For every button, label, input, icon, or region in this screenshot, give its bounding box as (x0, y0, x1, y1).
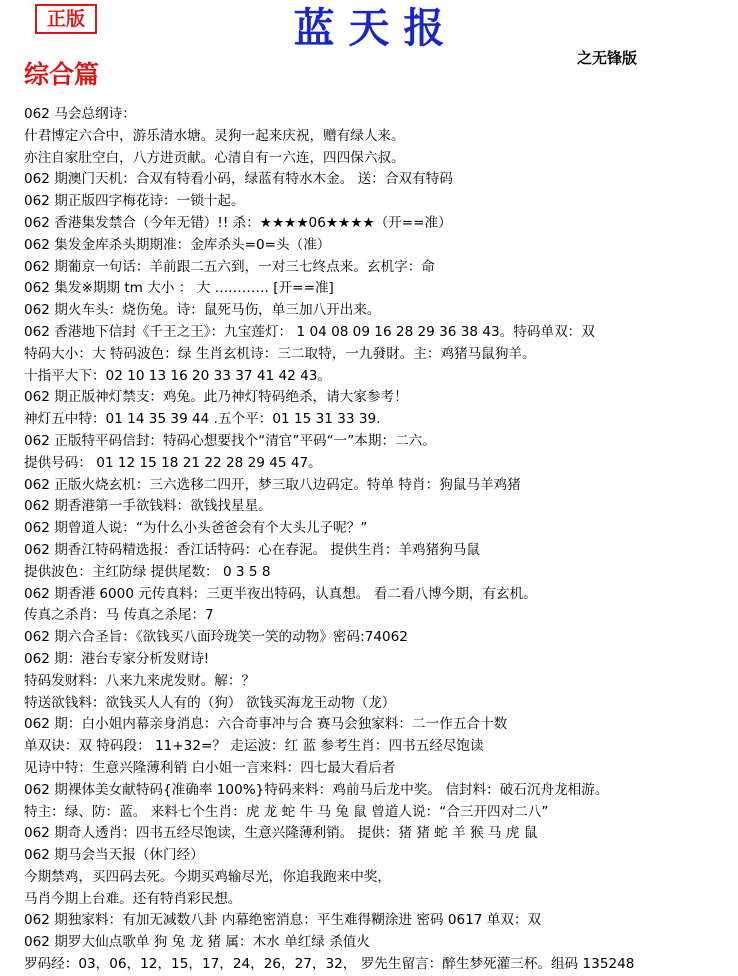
text-line: 062 期：港台专家分析发财诗! (24, 650, 210, 667)
text-line: 062 期正版神灯禁支：鸡兔。此乃神灯特码绝杀，请大家参考！ (24, 389, 408, 406)
text-line: 062 期火车头：烧伤兔。诗：鼠死马伤，单三加八开出来。 (24, 302, 381, 319)
text-line: 062 期香港 6000 元传真料：三更半夜出特码，认真想。 看二看八博今期，有玄机。 (24, 585, 537, 602)
text-line: 单双诀：双 特码段： 11+32=？ 走运波：红 蓝 参考生肖：四书五经尽饱读 (24, 738, 484, 755)
text-line: 062 期澳门天机：合双有特看小码，绿蓝有特水木金。 送：合双有特码 (24, 171, 453, 188)
text-line: 062 期正版四字梅花诗：一锁十起。 (24, 193, 245, 210)
text-line: 马肖今期上台难。还有特肖彩民想。 (24, 890, 242, 907)
text-line: 亦注自家肚空白，八方进贡献。心清自有一六连，四四保六叔。 (24, 149, 405, 166)
text-line: 神灯五中特：01 14 35 39 44 .五个平：01 15 31 33 39. (24, 411, 381, 428)
text-line: 今期禁鸡，买四码去死。今期买鸡输尽光，你追我跑来中奖， (24, 868, 392, 885)
text-line: 062 期六合圣旨：《欲钱买八面玲珑笑一笑的动物》密码:74062 (24, 629, 408, 646)
text-line: 062 集发金库杀头期期准：金库杀头=0=头（准） (24, 236, 331, 253)
text-line: 062 期马会当天报（休门经） (24, 847, 204, 864)
text-line: 062 集发※期期 tm 大小 ： 大 ………… [开==准] (24, 280, 334, 297)
text-line: 062 马会总纲诗： (24, 106, 136, 122)
text-line: 提供波色：主红防绿 提供尾数： 0 3 5 8 (24, 563, 271, 580)
text-line: 特主：绿、防：蓝。 来料七个生肖：虎 龙 蛇 牛 马 兔 鼠 曾道人说：“合三开四对二八” (24, 803, 549, 820)
section-title: 综合篇 (24, 60, 100, 89)
text-line: 062 期葡京一句话：羊前跟二五六到，一对三七终点来。玄机字：命 (24, 258, 435, 275)
text-line: 罗码经：03，06，12，15，17，24，26，27，32， 罗先生留言：醉生梦死灌三杯。组码 135248 (24, 956, 635, 973)
text-line: 062 期曾道人说：“为什么小头爸爸会有个大头儿子呢？” (24, 520, 368, 537)
article-body (24, 104, 730, 976)
text-line: 062 期裸体美女献特码{准确率 100%}特码来料：鸡前马后龙中奖。 信封料：破石沉舟龙相游。 (24, 781, 609, 798)
text-line: 特码大小：大 特码波色：绿 生肖玄机诗：三二取特，一九發財。主：鸡猪马鼠狗羊。 (24, 345, 536, 362)
text-line: 062 期：白小姐内幕亲身消息：六合奇事冲与合 赛马会独家料：二一作五合十数 (24, 716, 508, 733)
edition-label: 之无锋版 (577, 49, 638, 67)
text-line: 062 期独家料：有加无减数八卦 内幕绝密消息：平生难得糊涂进 密码 0617 单双：双 (24, 912, 542, 929)
authentic-edition-badge: 正版 (35, 4, 97, 34)
text-line: 十指平大下：02 10 13 16 20 33 37 41 42 43。 (24, 367, 332, 384)
text-line: 062 正版火烧玄机：三六选移二四开，梦三取八边码定。特单 特肖：狗鼠马羊鸡猪 (24, 476, 521, 493)
text-line: 见诗中特：生意兴隆薄利销 白小姐一言来料：四七最大看后者 (24, 759, 396, 776)
text-line: 062 期奇人透肖：四书五经尽饱读，生意兴隆薄利销。 提供：猪 猪 蛇 羊 猴 马 虎 鼠 (24, 825, 538, 842)
text-line: 062 香港集发禁合（今年无错）!! 杀：★★★★06★★★★（开==准） (24, 214, 452, 231)
text-line: 062 期罗大仙点歌单 狗 兔 龙 猪 属：木水 单红绿 杀值火 (24, 934, 370, 951)
text-line: 特送欲钱料：欲钱买人人有的（狗） 欲钱买海龙王动物（龙） (24, 694, 396, 711)
text-line: 062 香港地下信封《千王之王》：九宝莲灯： 1 04 08 09 16 28 29 36 38 43。特码单双：双 (24, 323, 595, 340)
newspaper-masthead: 蓝天报 (293, 4, 459, 52)
text-line: 传真之杀肖：马 传真之杀尾：7 (24, 607, 214, 624)
text-line: 062 期香港第一手欲钱料：欲钱找星星。 (24, 498, 272, 515)
text-line: 062 正版特平码信封：特码心想要找个“清官”平码“一”本期：二六。 (24, 432, 436, 449)
text-line: 提供号码： 01 12 15 18 21 22 28 29 45 47。 (24, 454, 322, 471)
text-line: 特码发财料：八来九来虎发财。解：？ (24, 672, 256, 689)
text-line: 什君博定六合中，游乐清水塘。灵狗一起来庆祝，赠有绿人来。 (24, 127, 405, 144)
text-line: 062 期香江特码精选报：香江话特码：心在春泥。 提供生肖：羊鸡猪狗马鼠 (24, 541, 480, 558)
